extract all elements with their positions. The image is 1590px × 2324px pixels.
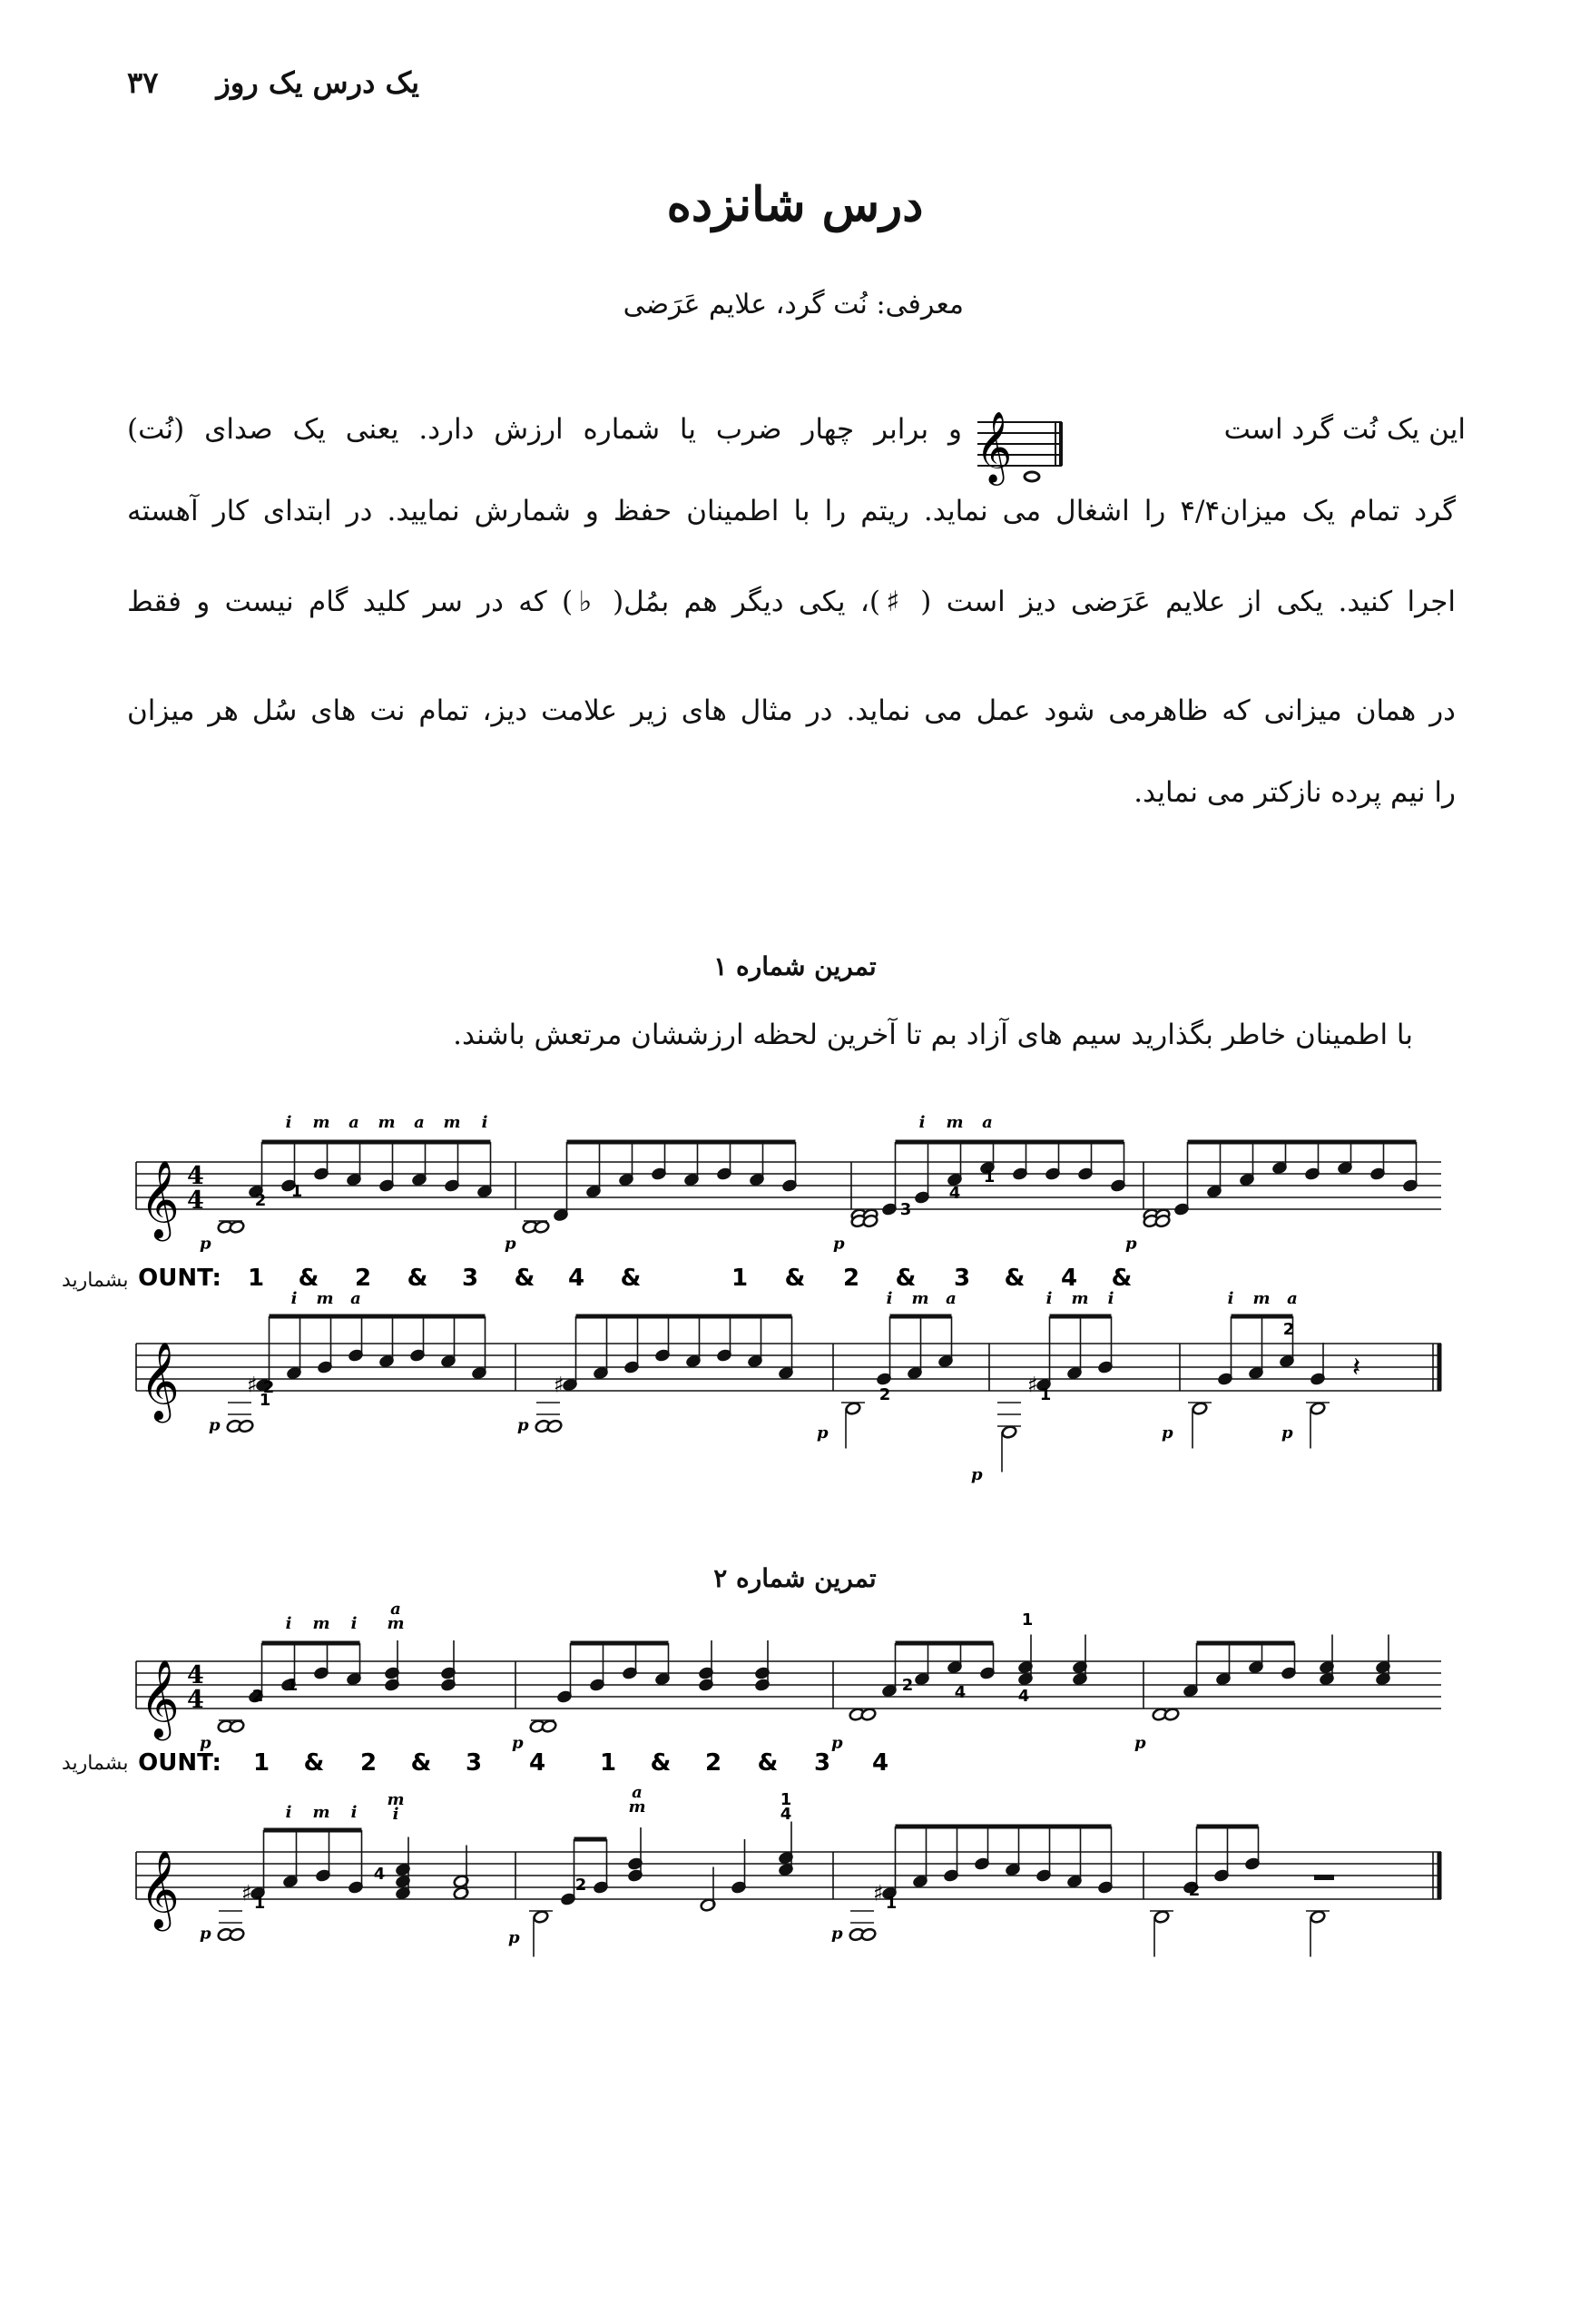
count-beat: 2 xyxy=(354,1265,372,1292)
fingering-mark: i xyxy=(350,1614,358,1633)
fingering-mark: 1 xyxy=(780,1790,792,1809)
whole-note-head xyxy=(541,1719,557,1733)
count-label: OUNT: xyxy=(138,1749,221,1777)
treble-clef: 𝄞 xyxy=(140,1160,180,1238)
fingering-mark: a xyxy=(414,1113,425,1132)
count-beat: 2 xyxy=(359,1749,378,1777)
fingering-mark: 2 xyxy=(901,1676,914,1695)
fingering-mark: m xyxy=(443,1113,461,1132)
exercise-2-staff-1 xyxy=(0,1600,1590,1788)
count-beat: & xyxy=(1004,1265,1026,1292)
fingering-mark: 4 xyxy=(948,1184,961,1203)
thumb-marking: p xyxy=(200,1924,211,1944)
thumb-marking: p xyxy=(1134,1733,1146,1753)
fingering-mark: i xyxy=(1107,1289,1114,1308)
whole-note-head xyxy=(1163,1708,1180,1721)
count-beat: & xyxy=(407,1265,428,1292)
count-beat: & xyxy=(784,1265,806,1292)
whole-note-head xyxy=(229,1220,245,1234)
count-beat: 1 xyxy=(599,1749,617,1777)
count-beat: & xyxy=(757,1749,779,1777)
paragraph-line-4: را نیم پرده نازکتر می نماید. xyxy=(1134,776,1456,809)
thumb-marking: p xyxy=(831,1924,843,1944)
paragraph-line-0-rest: و برابر چهار ضرب یا شماره ارزش دارد. یعنی یک صدای (نُت) xyxy=(127,413,962,446)
paragraph-line-2: اجرا کنید. یکی از علایم عَرَضی دیز است ( ♯)، یکی دیگر هم بمُل( ♭) که در سر کلید گام نیست و فقط xyxy=(127,586,1456,618)
fingering-mark: i xyxy=(285,1614,292,1633)
count-beat: 3 xyxy=(953,1265,971,1292)
thumb-marking: p xyxy=(817,1423,829,1443)
half-rest xyxy=(1314,1875,1334,1880)
fingering-mark: a xyxy=(982,1113,993,1132)
count-beat: & xyxy=(303,1749,325,1777)
exercise-1-title: تمرین شماره ۱ xyxy=(713,951,877,981)
count-beat: & xyxy=(410,1749,432,1777)
whole-note-head xyxy=(229,1719,245,1733)
thumb-marking: p xyxy=(512,1733,524,1753)
fingering-mark: i xyxy=(392,1805,399,1824)
count-beat: & xyxy=(514,1265,535,1292)
thumb-marking: p xyxy=(209,1415,221,1435)
fingering-mark: a xyxy=(946,1289,957,1308)
count-beat: 3 xyxy=(465,1749,483,1777)
exercise-2-title: تمرین شماره ۲ xyxy=(713,1563,877,1593)
thumb-marking: p xyxy=(831,1733,843,1753)
fingering-mark: 4 xyxy=(780,1805,792,1824)
half-note-head xyxy=(533,1910,549,1924)
fingering-mark: 2 xyxy=(878,1385,891,1404)
thumb-marking: p xyxy=(1162,1423,1173,1443)
fingering-mark: 2 xyxy=(251,1687,264,1706)
quarter-rest: 𝄽 xyxy=(1352,1352,1361,1384)
fingering-mark: i xyxy=(481,1113,488,1132)
thumb-marking: p xyxy=(833,1234,845,1254)
exercise-1-description: با اطمینان خاطر بگذارید سیم های آزاد بم تا آخرین لحظه ارزششان مرتعش باشند. xyxy=(453,1019,1413,1051)
fingering-mark: a xyxy=(1287,1289,1298,1308)
half-note-head xyxy=(1153,1910,1170,1924)
fingering-mark: m xyxy=(1252,1289,1271,1308)
whole-note-head xyxy=(860,1927,877,1941)
count-beat: 1 xyxy=(731,1265,749,1292)
treble-clef: 𝄞 xyxy=(140,1659,180,1738)
fingering-mark: a xyxy=(348,1113,359,1132)
fingering-mark: i xyxy=(285,1113,292,1132)
fingering-mark: m xyxy=(378,1113,396,1132)
count-beat: & xyxy=(650,1749,672,1777)
thumb-marking: p xyxy=(1125,1234,1137,1254)
svg-text:𝄞: 𝄞 xyxy=(976,411,1013,483)
sharp-sign: ♯ xyxy=(1027,1372,1038,1398)
time-signature-top: 4 xyxy=(187,1661,204,1689)
fingering-mark: m xyxy=(312,1803,330,1822)
fingering-mark: 1 xyxy=(286,1676,299,1695)
exercise-1-staff-1 xyxy=(0,1113,1590,1298)
fingering-mark: 2 xyxy=(254,1191,267,1210)
page-number: ۳۷ xyxy=(127,65,159,100)
whole-note-head xyxy=(546,1419,563,1433)
fingering-mark: 2 xyxy=(1282,1320,1295,1339)
count-beat: 3 xyxy=(813,1749,831,1777)
fingering-mark: i xyxy=(290,1289,298,1308)
fingering-mark: 1 xyxy=(290,1182,303,1201)
fingering-mark: a xyxy=(632,1783,643,1802)
fingering-mark: m xyxy=(387,1614,405,1633)
fingering-mark: a xyxy=(350,1289,361,1308)
fingering-mark: 1 xyxy=(983,1167,996,1187)
fingering-mark: 1 xyxy=(259,1391,271,1410)
half-note-head xyxy=(1001,1425,1017,1439)
fingering-mark: 4 xyxy=(373,1865,386,1884)
fingering-mark: m xyxy=(946,1113,964,1132)
running-header-title: یک درس یک روز xyxy=(216,65,419,100)
fingering-mark: i xyxy=(350,1803,358,1822)
count-beat: 4 xyxy=(567,1265,585,1292)
fingering-mark: 2 xyxy=(574,1876,587,1895)
lesson-intro: معرفی: نُت گرد، علایم عَرَضی xyxy=(623,289,964,320)
sharp-sign: ♯ xyxy=(241,1880,252,1906)
fingering-mark: m xyxy=(1071,1289,1089,1308)
paragraph-line-0-start: این یک نُت گرد است xyxy=(1223,413,1466,446)
sharp-sign: ♯ xyxy=(873,1880,884,1906)
thumb-marking: p xyxy=(971,1465,983,1484)
fingering-mark: 4 xyxy=(954,1683,967,1702)
count-beat: 2 xyxy=(842,1265,860,1292)
fingering-mark: 2 xyxy=(262,1378,275,1397)
thumb-marking: p xyxy=(200,1733,211,1753)
fingering-mark: m xyxy=(312,1113,330,1132)
fingering-mark: m xyxy=(387,1790,405,1809)
fingering-mark: 3 xyxy=(899,1200,912,1219)
count-beat: 4 xyxy=(871,1749,889,1777)
whole-note-head xyxy=(238,1419,254,1433)
fingering-mark: 1 xyxy=(1039,1385,1052,1404)
count-beat: 2 xyxy=(704,1749,722,1777)
whole-note-head xyxy=(229,1927,245,1941)
thumb-marking: p xyxy=(508,1928,520,1947)
treble-clef: 𝄞 xyxy=(140,1342,180,1420)
fingering-mark: 4 xyxy=(1017,1687,1030,1706)
fingering-mark: i xyxy=(285,1803,292,1822)
count-prefix: بشمارید xyxy=(62,1269,129,1292)
fingering-mark: 2 xyxy=(1188,1881,1201,1900)
fingering-mark: m xyxy=(628,1797,646,1817)
thumb-marking: p xyxy=(505,1234,516,1254)
fingering-mark: i xyxy=(886,1289,893,1308)
fingering-mark: m xyxy=(911,1289,929,1308)
count-beat: 1 xyxy=(247,1265,265,1292)
half-note-head xyxy=(845,1402,861,1415)
count-label: OUNT: xyxy=(138,1265,221,1292)
sharp-sign: ♯ xyxy=(247,1372,258,1398)
time-signature-bottom: 4 xyxy=(187,1187,204,1215)
treble-clef: 𝄞 xyxy=(140,1850,180,1928)
fingering-mark: i xyxy=(1227,1289,1234,1308)
count-beat: 4 xyxy=(528,1749,546,1777)
fingering-mark: m xyxy=(316,1289,334,1308)
count-beat: 3 xyxy=(461,1265,479,1292)
half-note-head xyxy=(1310,1910,1326,1924)
whole-note-figure xyxy=(976,395,1066,486)
time-signature-top: 4 xyxy=(187,1162,204,1190)
lesson-title: درس شانزده xyxy=(666,177,924,232)
whole-note-head xyxy=(534,1220,550,1234)
count-beat: & xyxy=(298,1265,319,1292)
thumb-marking: p xyxy=(517,1415,529,1435)
fingering-mark: m xyxy=(312,1614,330,1633)
fingering-mark: i xyxy=(918,1113,926,1132)
exercise-2-staff-2 xyxy=(0,1783,1590,1997)
time-signature-bottom: 4 xyxy=(187,1686,204,1714)
thumb-marking: p xyxy=(1281,1423,1293,1443)
sharp-sign: ♯ xyxy=(554,1372,564,1398)
exercise-1-count-line xyxy=(62,1269,128,1292)
half-note-head xyxy=(1310,1402,1326,1415)
whole-note-head xyxy=(860,1708,877,1721)
thumb-marking: p xyxy=(200,1234,211,1254)
count-beat: 4 xyxy=(1060,1265,1078,1292)
count-beat: & xyxy=(895,1265,917,1292)
count-beat: & xyxy=(1111,1265,1133,1292)
fingering-mark: 1 xyxy=(1021,1610,1034,1630)
exercise-2-count-line xyxy=(62,1752,128,1775)
count-beat: & xyxy=(620,1265,642,1292)
exercise-1-staff-2 xyxy=(0,1289,1590,1498)
fingering-mark: a xyxy=(390,1600,401,1619)
paragraph-line-3: در همان میزانی که ظاهرمی شود عمل می نماید. در مثال های زیر علامت دیز، تمام نت های سُل هر میزان xyxy=(127,694,1456,727)
fingering-mark: 1 xyxy=(885,1894,898,1913)
fingering-mark: 1 xyxy=(253,1894,266,1913)
half-note-head xyxy=(1192,1402,1208,1415)
count-prefix: بشمارید xyxy=(62,1752,129,1775)
count-beat: 1 xyxy=(252,1749,270,1777)
paragraph-line-1: گرد تمام یک میزان۴/۴ را اشغال می نماید. ریتم را با اطمینان حفظ و شمارش نمایید. در ابتدای کار آهسته xyxy=(127,495,1456,527)
fingering-mark: i xyxy=(1045,1289,1053,1308)
